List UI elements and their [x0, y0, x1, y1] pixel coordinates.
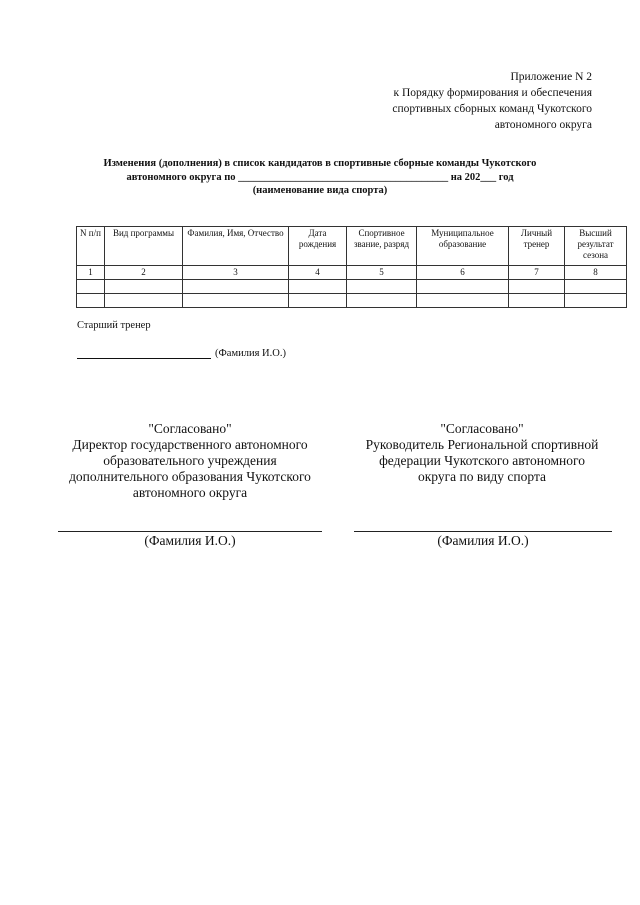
table-cell: [77, 294, 105, 308]
title-line-2: автономного округа по ________________________________________ на 202___ год: [126, 171, 514, 183]
title-line-1: Изменения (дополнения) в список кандидатов в спортивные сборные команды Чукотского: [103, 158, 537, 169]
column-index: 8: [565, 266, 627, 280]
table-cell: [183, 280, 289, 294]
senior-coach-signature: [77, 347, 286, 359]
signature-line: [77, 347, 211, 359]
column-index: 7: [509, 266, 565, 280]
column-index: 6: [417, 266, 509, 280]
title-line-3: (наименование вида спорта): [252, 185, 388, 196]
approval-heading: "Согласовано": [440, 421, 524, 436]
table-cell: [509, 294, 565, 308]
appendix-line: спортивных сборных команд Чукотского: [392, 103, 592, 115]
table-cell: [417, 294, 509, 308]
appendix-line: автономного округа: [494, 119, 592, 131]
column-header: Спортивное звание, разряд: [347, 227, 417, 266]
column-header: Фамилия, Имя, Отчество: [183, 227, 289, 266]
table-row: [77, 294, 627, 308]
table-row: [77, 280, 627, 294]
approval-line: образовательного учреждения: [103, 453, 277, 468]
table-cell: [289, 294, 347, 308]
table-cell: [417, 280, 509, 294]
column-index: 2: [105, 266, 183, 280]
table-cell: [347, 280, 417, 294]
column-header: Муниципальное образование: [417, 227, 509, 266]
approval-block-right: [342, 421, 622, 485]
table-cell: [347, 294, 417, 308]
candidates-table: [76, 226, 627, 308]
approval-line: дополнительного образования Чукотского: [69, 469, 311, 484]
name-hint-right: (Фамилия И.О.): [437, 533, 529, 548]
name-hint: (Фамилия И.О.): [215, 348, 286, 359]
approval-line: Руководитель Региональной спортивной: [365, 437, 599, 452]
table-cell: [77, 280, 105, 294]
column-index: 3: [183, 266, 289, 280]
signature-line-right: [354, 531, 612, 532]
table-cell: [183, 294, 289, 308]
column-header: Вид программы: [105, 227, 183, 266]
approval-block-left: [50, 421, 330, 501]
column-index: 4: [289, 266, 347, 280]
column-index: 5: [347, 266, 417, 280]
table-cell: [105, 294, 183, 308]
approval-line: федерации Чукотского автономного: [379, 453, 585, 468]
senior-coach-label: Старший тренер: [77, 320, 151, 331]
column-header: Дата рождения: [289, 227, 347, 266]
column-header: N п/п: [77, 227, 105, 266]
table-header-row: [77, 227, 627, 266]
table-cell: [105, 280, 183, 294]
table-cell: [289, 280, 347, 294]
signature-line-left: [58, 531, 322, 532]
approval-heading: "Согласовано": [148, 421, 232, 436]
appendix-line: к Порядку формирования и обеспечения: [393, 87, 592, 99]
appendix-header: [292, 69, 592, 133]
column-header: Личный тренер: [509, 227, 565, 266]
column-index-row: [77, 266, 627, 280]
document-title: [60, 157, 580, 198]
name-hint-left: (Фамилия И.О.): [144, 533, 236, 548]
table-cell: [565, 280, 627, 294]
approval-line: округа по виду спорта: [417, 469, 547, 484]
approval-line: Директор государственного автономного: [72, 437, 308, 452]
column-index: 1: [77, 266, 105, 280]
approval-line: автономного округа: [132, 485, 248, 500]
column-header: Высший результат сезона: [565, 227, 627, 266]
table-cell: [565, 294, 627, 308]
table-cell: [509, 280, 565, 294]
appendix-line: Приложение N 2: [510, 71, 592, 83]
